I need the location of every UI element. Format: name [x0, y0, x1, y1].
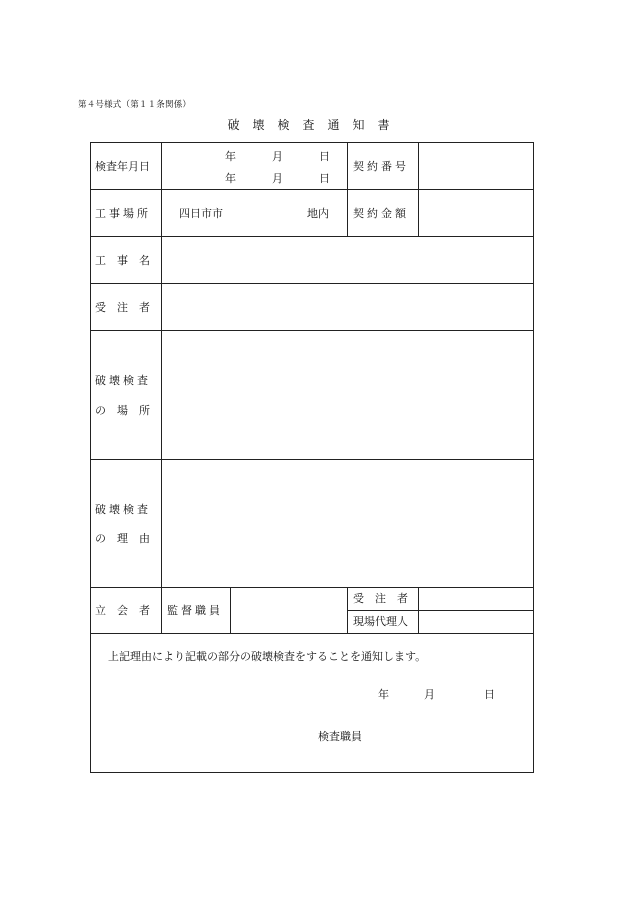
- witness-row-divider: [347, 610, 533, 611]
- date-year-1: 年: [225, 150, 236, 163]
- construction-name-label: 工 事 名: [95, 254, 150, 267]
- contract-amount-label: 契約金額: [353, 207, 409, 220]
- date-day-1: 日: [319, 150, 330, 163]
- date-month-2: 月: [272, 172, 283, 185]
- row-divider: [91, 236, 533, 237]
- row-divider: [91, 330, 533, 331]
- site-city: 四日市市: [179, 207, 223, 220]
- form-number: 第４号様式（第１１条関係）: [78, 100, 192, 110]
- destruct-reason-label-line2: の 理 由: [95, 532, 150, 545]
- supervisor-label: 監督職員: [167, 604, 223, 617]
- notice-day: 日: [484, 688, 495, 701]
- notice-year: 年: [378, 688, 389, 701]
- destruct-place-label-line2: の 場 所: [95, 404, 150, 417]
- site-agent-label: 現場代理人: [353, 615, 408, 628]
- column-divider: [418, 143, 419, 236]
- row-divider: [91, 587, 533, 588]
- notice-month: 月: [424, 688, 435, 701]
- row-divider: [91, 189, 533, 190]
- contract-number-label: 契約番号: [353, 160, 409, 173]
- document-title: 破壊検査通知書: [227, 118, 403, 132]
- row-divider: [91, 283, 533, 284]
- date-year-2: 年: [225, 172, 236, 185]
- column-divider: [230, 587, 231, 633]
- contractor-label: 受 注 者: [95, 301, 150, 314]
- row-divider: [91, 459, 533, 460]
- label-column-divider: [161, 143, 162, 633]
- destruct-reason-label-line1: 破壊検査: [95, 503, 151, 516]
- destruct-place-label-line1: 破壊検査: [95, 374, 151, 387]
- date-day-2: 日: [319, 172, 330, 185]
- site-suffix: 地内: [307, 207, 329, 220]
- inspector-label: 検査職員: [318, 730, 362, 743]
- inspection-date-label: 検査年月日: [95, 160, 150, 173]
- column-divider: [347, 143, 348, 236]
- witness-contractor-label: 受 注 者: [353, 592, 408, 605]
- witness-label: 立 会 者: [95, 604, 150, 617]
- inspection-notice-form: [90, 142, 534, 773]
- column-divider: [347, 587, 348, 633]
- date-month-1: 月: [272, 150, 283, 163]
- column-divider: [418, 587, 419, 633]
- notice-text: 上記理由により記載の部分の破壊検査をすることを通知します。: [108, 650, 427, 663]
- construction-site-label: 工事場所: [95, 207, 151, 220]
- row-divider: [91, 633, 533, 634]
